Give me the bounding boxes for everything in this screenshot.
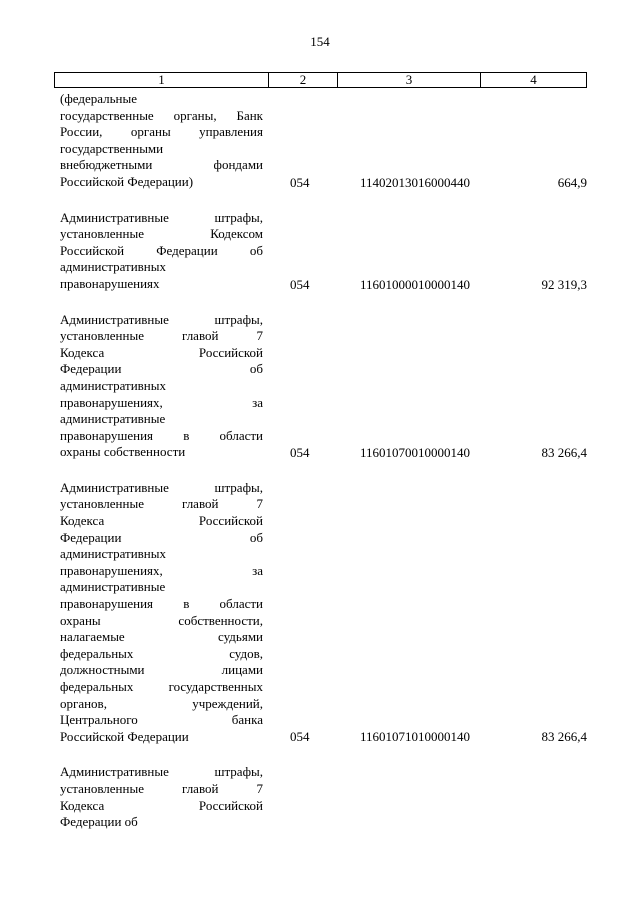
description-line: административные bbox=[60, 579, 166, 595]
table-row bbox=[54, 210, 587, 293]
description-line: Российской Федерации об bbox=[60, 242, 263, 258]
table-body bbox=[54, 91, 587, 850]
description-line: Кодекса Российской bbox=[60, 344, 263, 360]
row-amount: 664,9 bbox=[557, 174, 587, 190]
row-amount: 83 266,4 bbox=[541, 729, 587, 745]
table-row bbox=[54, 91, 587, 191]
row-code: 054 bbox=[290, 729, 310, 745]
table-row bbox=[54, 480, 587, 746]
header-col-2: 2 bbox=[268, 73, 337, 87]
description-line: Российской Федерации bbox=[60, 728, 189, 744]
description-line: административных bbox=[60, 259, 166, 275]
row-code: 054 bbox=[290, 444, 310, 460]
row-values bbox=[54, 174, 587, 191]
description-line: охраны собственности, bbox=[60, 612, 263, 628]
header-col-1: 1 bbox=[158, 72, 165, 87]
description-line: (федеральные bbox=[60, 91, 137, 106]
row-values bbox=[54, 444, 587, 461]
table-row bbox=[54, 764, 587, 830]
description-line: правонарушениях, за bbox=[60, 562, 263, 578]
description-line: федеральных государственных bbox=[60, 679, 263, 694]
description-line: установленные Кодексом bbox=[60, 226, 263, 242]
description-line: установленные главой 7 bbox=[60, 328, 263, 344]
description-line: Кодекса Российской bbox=[60, 797, 263, 813]
description-line: органов, учреждений, bbox=[60, 695, 263, 711]
description-line: Административные штрафы, bbox=[60, 209, 263, 225]
description-line: Административные штрафы, bbox=[60, 311, 263, 327]
description-line: Центрального банка bbox=[60, 712, 263, 728]
description-line: Федерации об bbox=[60, 361, 263, 377]
description-line: правонарушениях bbox=[60, 275, 160, 291]
description-line: правонарушениях, за bbox=[60, 394, 263, 410]
description-line: налагаемые судьями bbox=[60, 629, 263, 645]
row-values bbox=[54, 728, 587, 745]
description-line: Российской Федерации) bbox=[60, 173, 194, 189]
header-col-4: 4 bbox=[480, 73, 586, 87]
table-header bbox=[54, 72, 587, 88]
description-line: внебюджетными фондами bbox=[60, 157, 263, 173]
row-description bbox=[54, 480, 263, 746]
description-line: правонарушения в области bbox=[60, 427, 263, 443]
row-amount: 83 266,4 bbox=[541, 444, 587, 460]
description-line: федеральных судов, bbox=[60, 645, 263, 661]
row-amount: 92 319,3 bbox=[541, 276, 587, 292]
row-values bbox=[54, 814, 587, 831]
row-code: 054 bbox=[290, 276, 310, 292]
description-line: государственные органы, Банк bbox=[60, 107, 263, 123]
row-kbk: 11601071010000140 bbox=[359, 729, 471, 745]
row-kbk: 11402013016000440 bbox=[359, 174, 471, 190]
page-number: 154 bbox=[310, 34, 330, 49]
description-line: Административные штрафы, bbox=[60, 764, 263, 780]
description-line: Федерации об bbox=[60, 814, 138, 830]
row-values bbox=[54, 276, 587, 293]
description-line: административные bbox=[60, 411, 166, 427]
description-line: установленные главой 7 bbox=[60, 780, 263, 796]
description-line: охраны собственности bbox=[60, 444, 186, 460]
description-line: Кодекса Российской bbox=[60, 513, 263, 529]
description-line: установленные главой 7 bbox=[60, 496, 263, 512]
description-line: России, органы управления bbox=[60, 124, 263, 140]
description-line: Административные штрафы, bbox=[60, 479, 263, 495]
description-line: государственными bbox=[60, 140, 164, 156]
description-line: правонарушения в области bbox=[60, 596, 263, 612]
header-col-3: 3 bbox=[337, 73, 480, 87]
description-line: Федерации об bbox=[60, 529, 263, 545]
description-line: должностными лицами bbox=[60, 662, 263, 678]
row-description bbox=[54, 312, 263, 461]
table-row bbox=[54, 312, 587, 461]
row-code: 054 bbox=[290, 174, 310, 190]
row-kbk: 11601070010000140 bbox=[359, 444, 471, 460]
row-kbk: 11601000010000140 bbox=[359, 276, 471, 292]
description-line: административных bbox=[60, 546, 166, 562]
description-line: административных bbox=[60, 377, 166, 393]
